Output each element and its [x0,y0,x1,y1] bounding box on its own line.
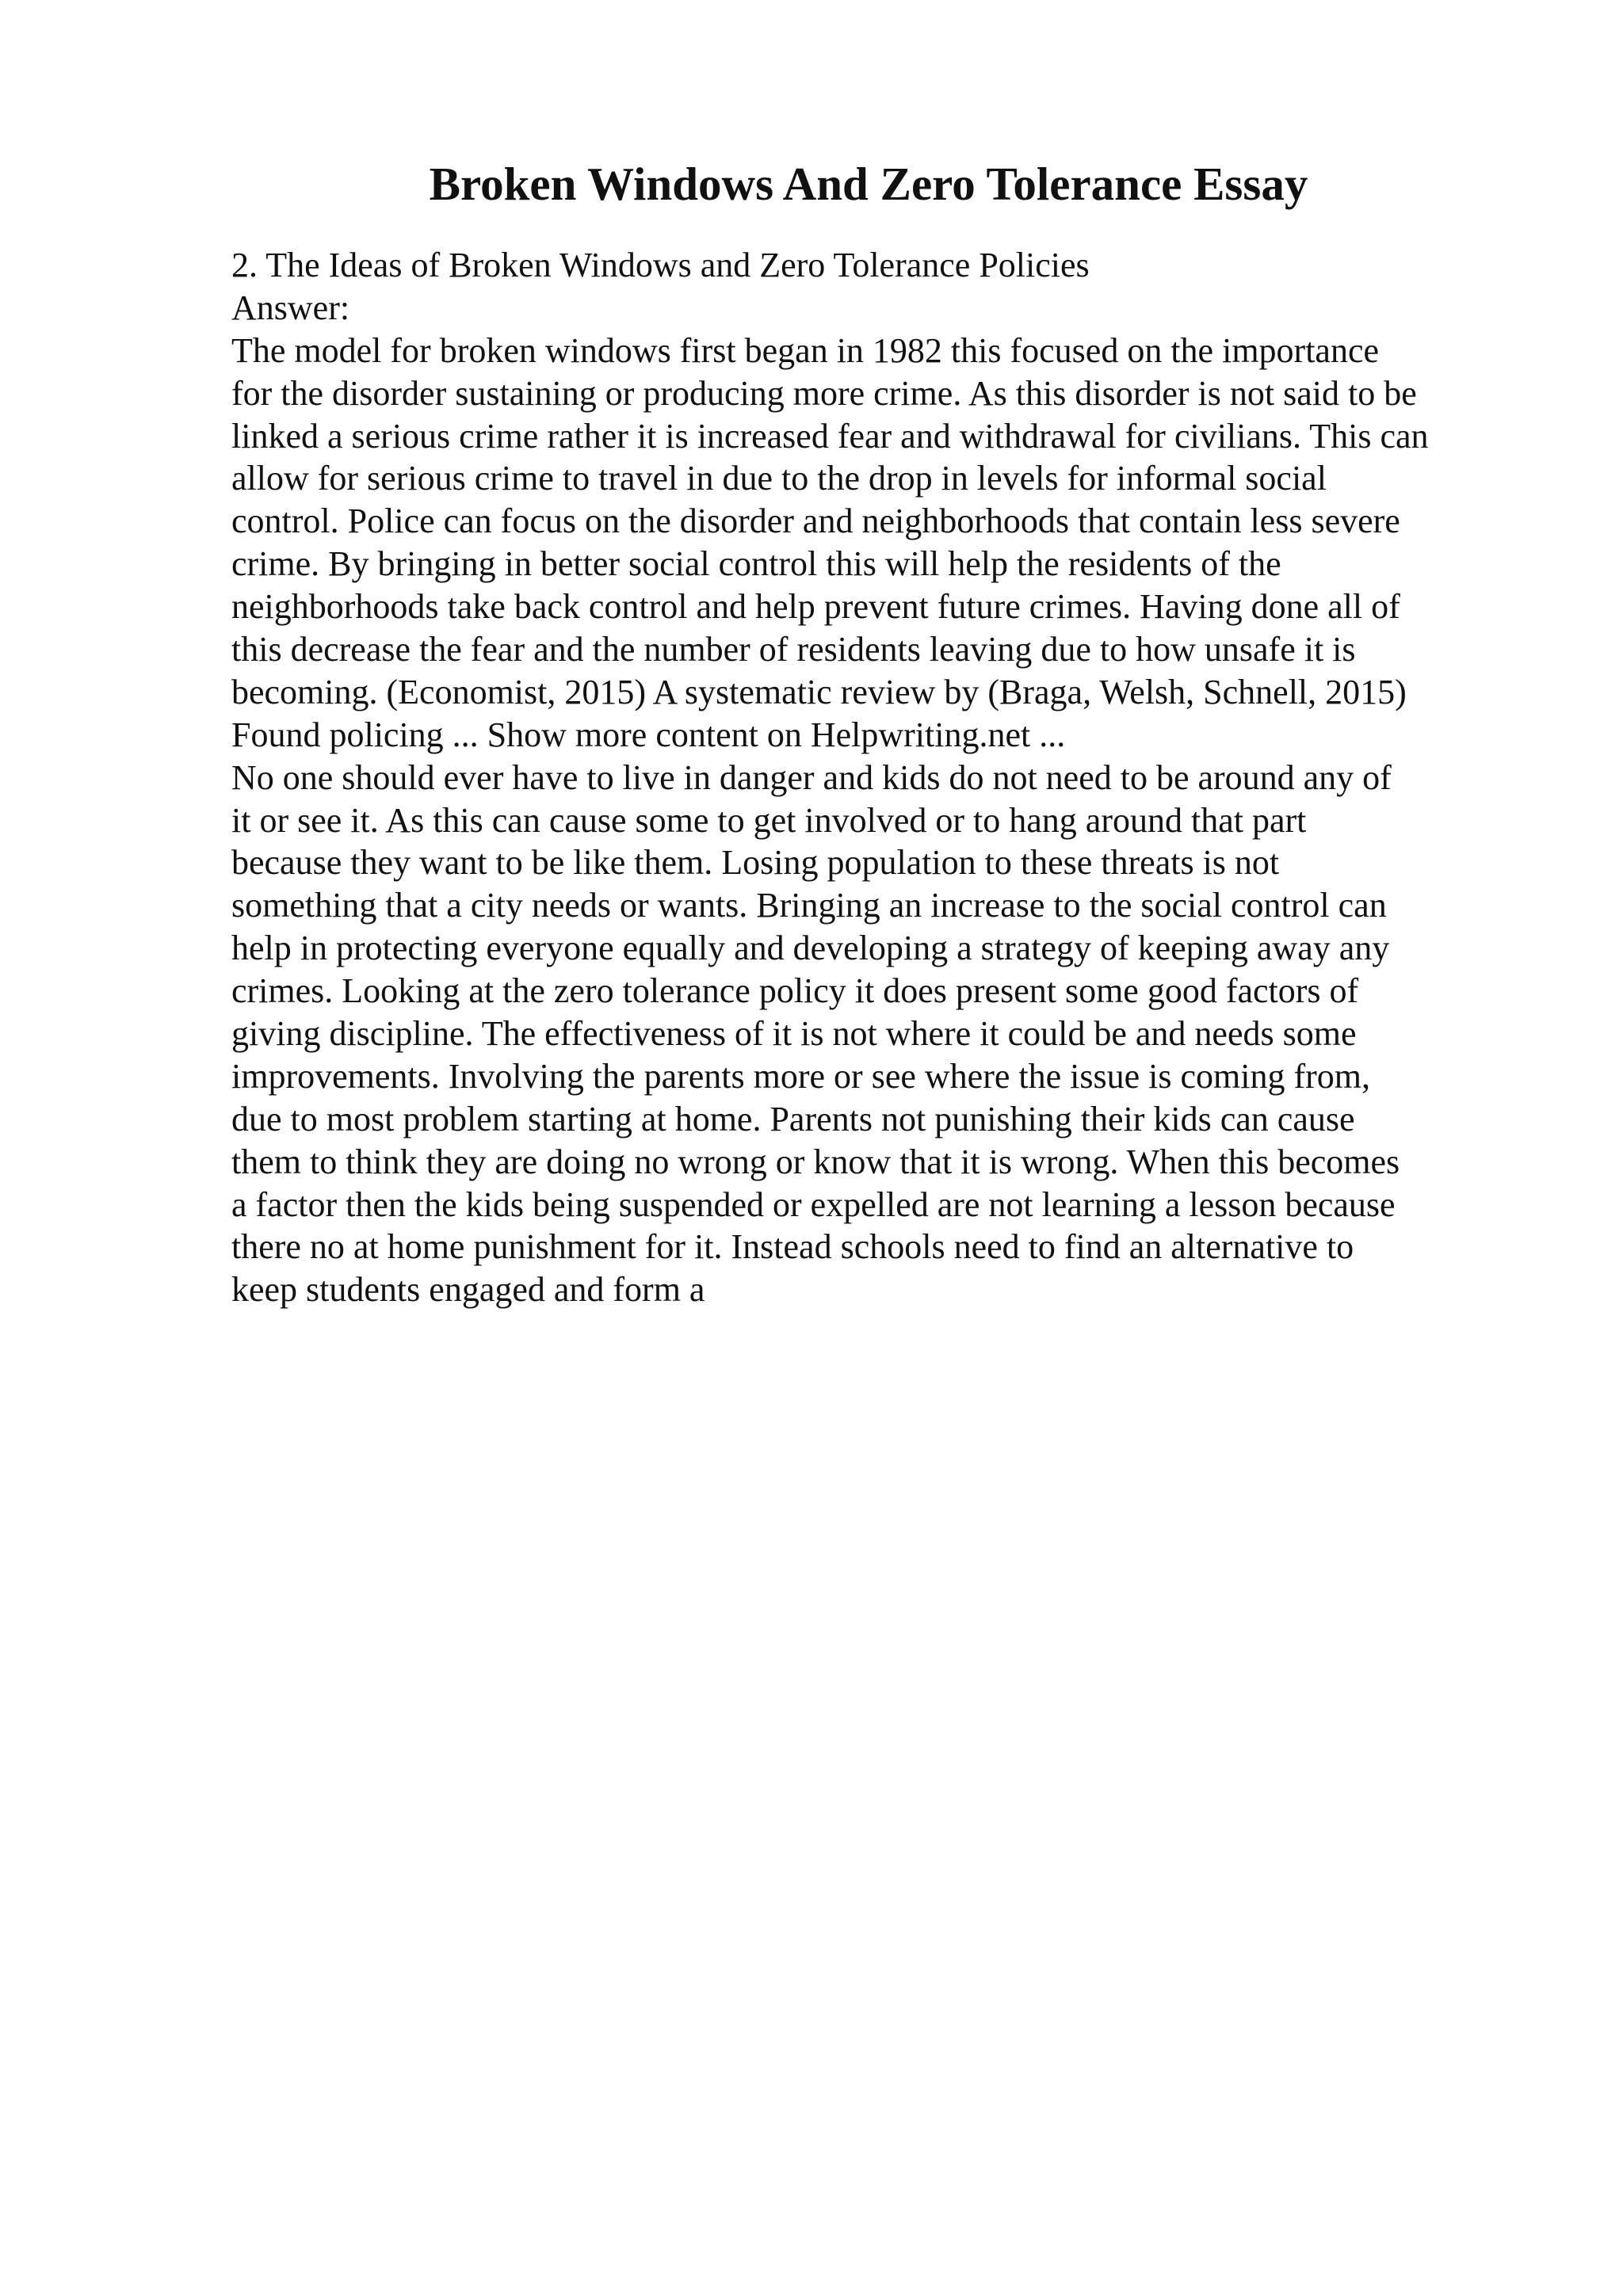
section-heading: 2. The Ideas of Broken Windows and Zero Tolerance Policies [231,246,1090,284]
body-line: improvements. Involving the parents more or see where the issue is coming from, [231,1056,1370,1096]
body-line: crimes. Looking at the zero tolerance policy it does present some good factors of [231,971,1359,1011]
body-line: keep students engaged and form a [231,1270,705,1310]
body-line: something that a city needs or wants. Bringing an increase to the social control can [231,886,1387,925]
body-line: becoming. (Economist, 2015) A systematic review by (Braga, Welsh, Schnell, 2015) [231,672,1407,711]
body-line: Found policing ... Show more content on Helpwriting.net ... [231,715,1066,754]
body-line: it or see it. As this can cause some to get involved or to hang around that part [231,800,1307,840]
body-line: help in protecting everyone equally and developing a strategy of keeping away any [231,929,1390,968]
body-line: No one should ever have to live in danger and kids do not need to be around any of [231,757,1392,797]
body-line: because they want to be like them. Losing population to these threats is not [231,843,1280,883]
body-line: The model for broken windows first began in 1982 this focused on the importance [231,330,1380,370]
body-line: for the disorder sustaining or producing more crime. As this disorder is not said to be [231,373,1417,413]
document-body [231,244,1594,1311]
body-line: neighborhoods take back control and help prevent future crimes. Having done all of [231,587,1400,627]
body-line: this decrease the fear and the number of residents leaving due to how unsafe it is [231,630,1356,669]
body-line: linked a serious crime rather it is increased fear and withdrawal for civilians. This can [231,416,1429,456]
body-line: there no at home punishment for it. Instead schools need to find an alternative to [231,1227,1354,1267]
body-line: due to most problem starting at home. Parents not punishing their kids can cause [231,1099,1355,1138]
body-line: them to think they are doing no wrong or know that it is wrong. When this becomes [231,1142,1400,1181]
body-line: a factor then the kids being suspended or expelled are not learning a lesson because [231,1184,1396,1224]
answer-label: Answer: [231,288,350,327]
body-line: giving discipline. The effectiveness of it is not where it could be and needs some [231,1014,1357,1054]
body-line: crime. By bringing in better social control this will help the residents of the [231,544,1281,584]
body-line: allow for serious crime to travel in due to the drop in levels for informal social [231,459,1327,498]
body-line: control. Police can focus on the disorder and neighborhoods that contain less severe [231,502,1400,541]
document-title: Broken Windows And Zero Tolerance Essay [429,158,1308,210]
